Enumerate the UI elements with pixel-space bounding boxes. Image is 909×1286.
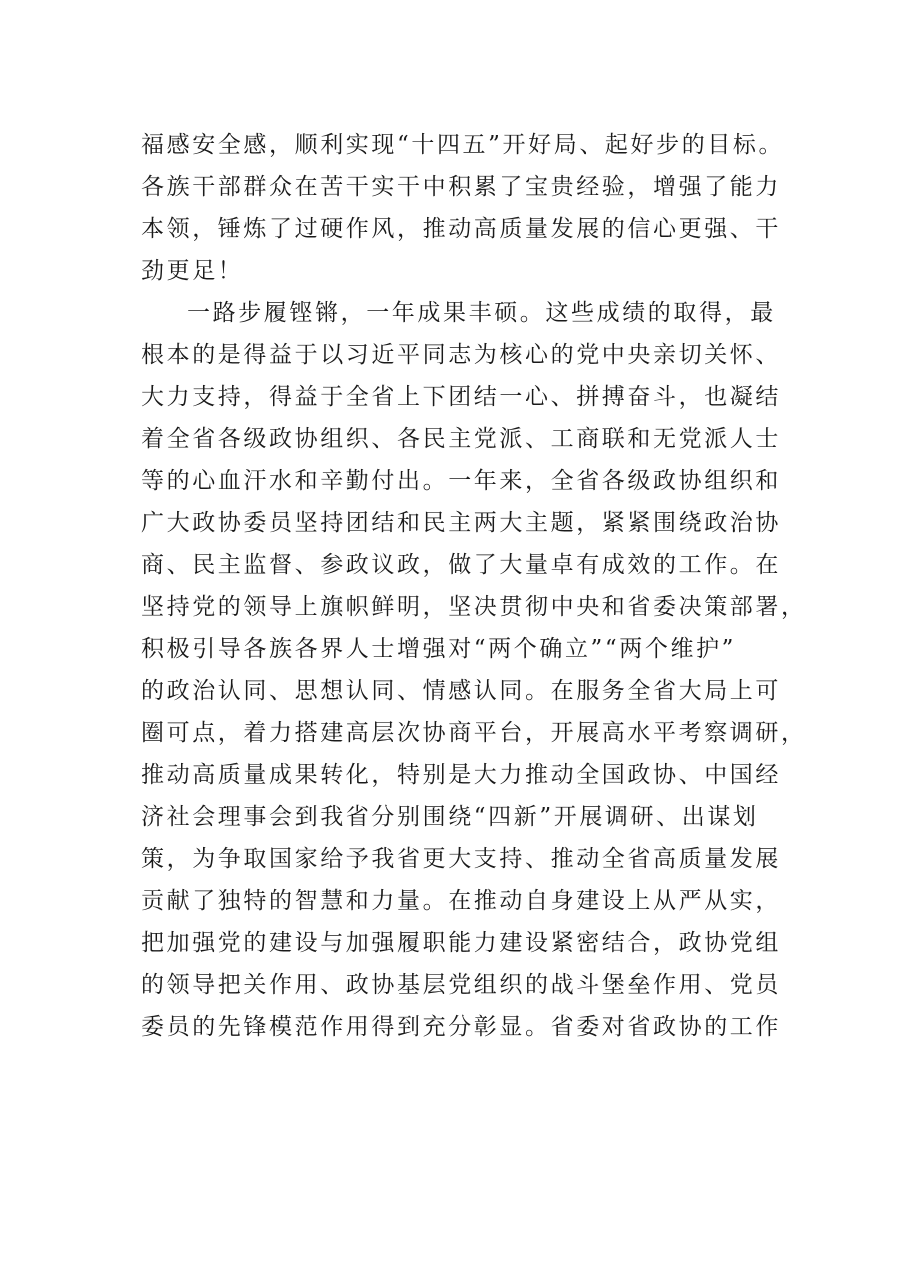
- text-line: 福感安全感，顺利实现“十四五”开好局、起好步的目标。: [141, 132, 785, 158]
- text-line: 把加强党的建设与加强履职能力建设紧密结合，政协党组: [141, 930, 781, 956]
- text-line: 的政治认同、思想认同、情感认同。在服务全省大局上可: [141, 678, 781, 704]
- text-line: 的领导把关作用、政协基层党组织的战斗堡垒作用、党员: [141, 972, 781, 998]
- text-line: 根本的是得益于以习近平同志为核心的党中央亲切关怀、: [141, 342, 781, 368]
- text-line: 本领，锤炼了过硬作风，推动高质量发展的信心更强、干: [141, 216, 781, 242]
- text-line: 贡献了独特的智慧和力量。在推动自身建设上从严从实，: [141, 888, 781, 914]
- text-line: 劲更足！: [141, 258, 244, 284]
- text-line: 坚持党的领导上旗帜鲜明，坚决贯彻中央和省委决策部署，: [141, 594, 807, 620]
- text-line: 大力支持，得益于全省上下团结一心、拼搏奋斗，也凝结: [141, 384, 781, 410]
- body-text: [141, 124, 807, 1048]
- text-line: 圈可点，着力搭建高层次协商平台，开展高水平考察调研，: [141, 720, 807, 746]
- text-line: 着全省各级政协组织、各民主党派、工商联和无党派人士: [141, 426, 781, 452]
- text-line: 策，为争取国家给予我省更大支持、推动全省高质量发展: [141, 846, 781, 872]
- text-line: 商、民主监督、参政议政，做了大量卓有成效的工作。在: [141, 552, 781, 578]
- text-line: 推动高质量成果转化，特别是大力推动全国政协、中国经: [141, 762, 781, 788]
- text-line: 济社会理事会到我省分别围绕“四新”开展调研、出谋划: [141, 804, 759, 830]
- text-line: 广大政协委员坚持团结和民主两大主题，紧紧围绕政治协: [141, 510, 781, 536]
- text-line: 一路步履铿锵，一年成果丰硕。这些成绩的取得，最: [187, 300, 776, 326]
- text-line: 各族干部群众在苦干实干中积累了宝贵经验，增强了能力: [141, 174, 781, 200]
- text-line: 委员的先锋模范作用得到充分彰显。省委对省政协的工作: [141, 1014, 781, 1040]
- text-line: 等的心血汗水和辛勤付出。一年来，全省各级政协组织和: [141, 468, 781, 494]
- text-line: 积极引导各族各界人士增强对“两个确立”“两个维护”: [141, 636, 737, 662]
